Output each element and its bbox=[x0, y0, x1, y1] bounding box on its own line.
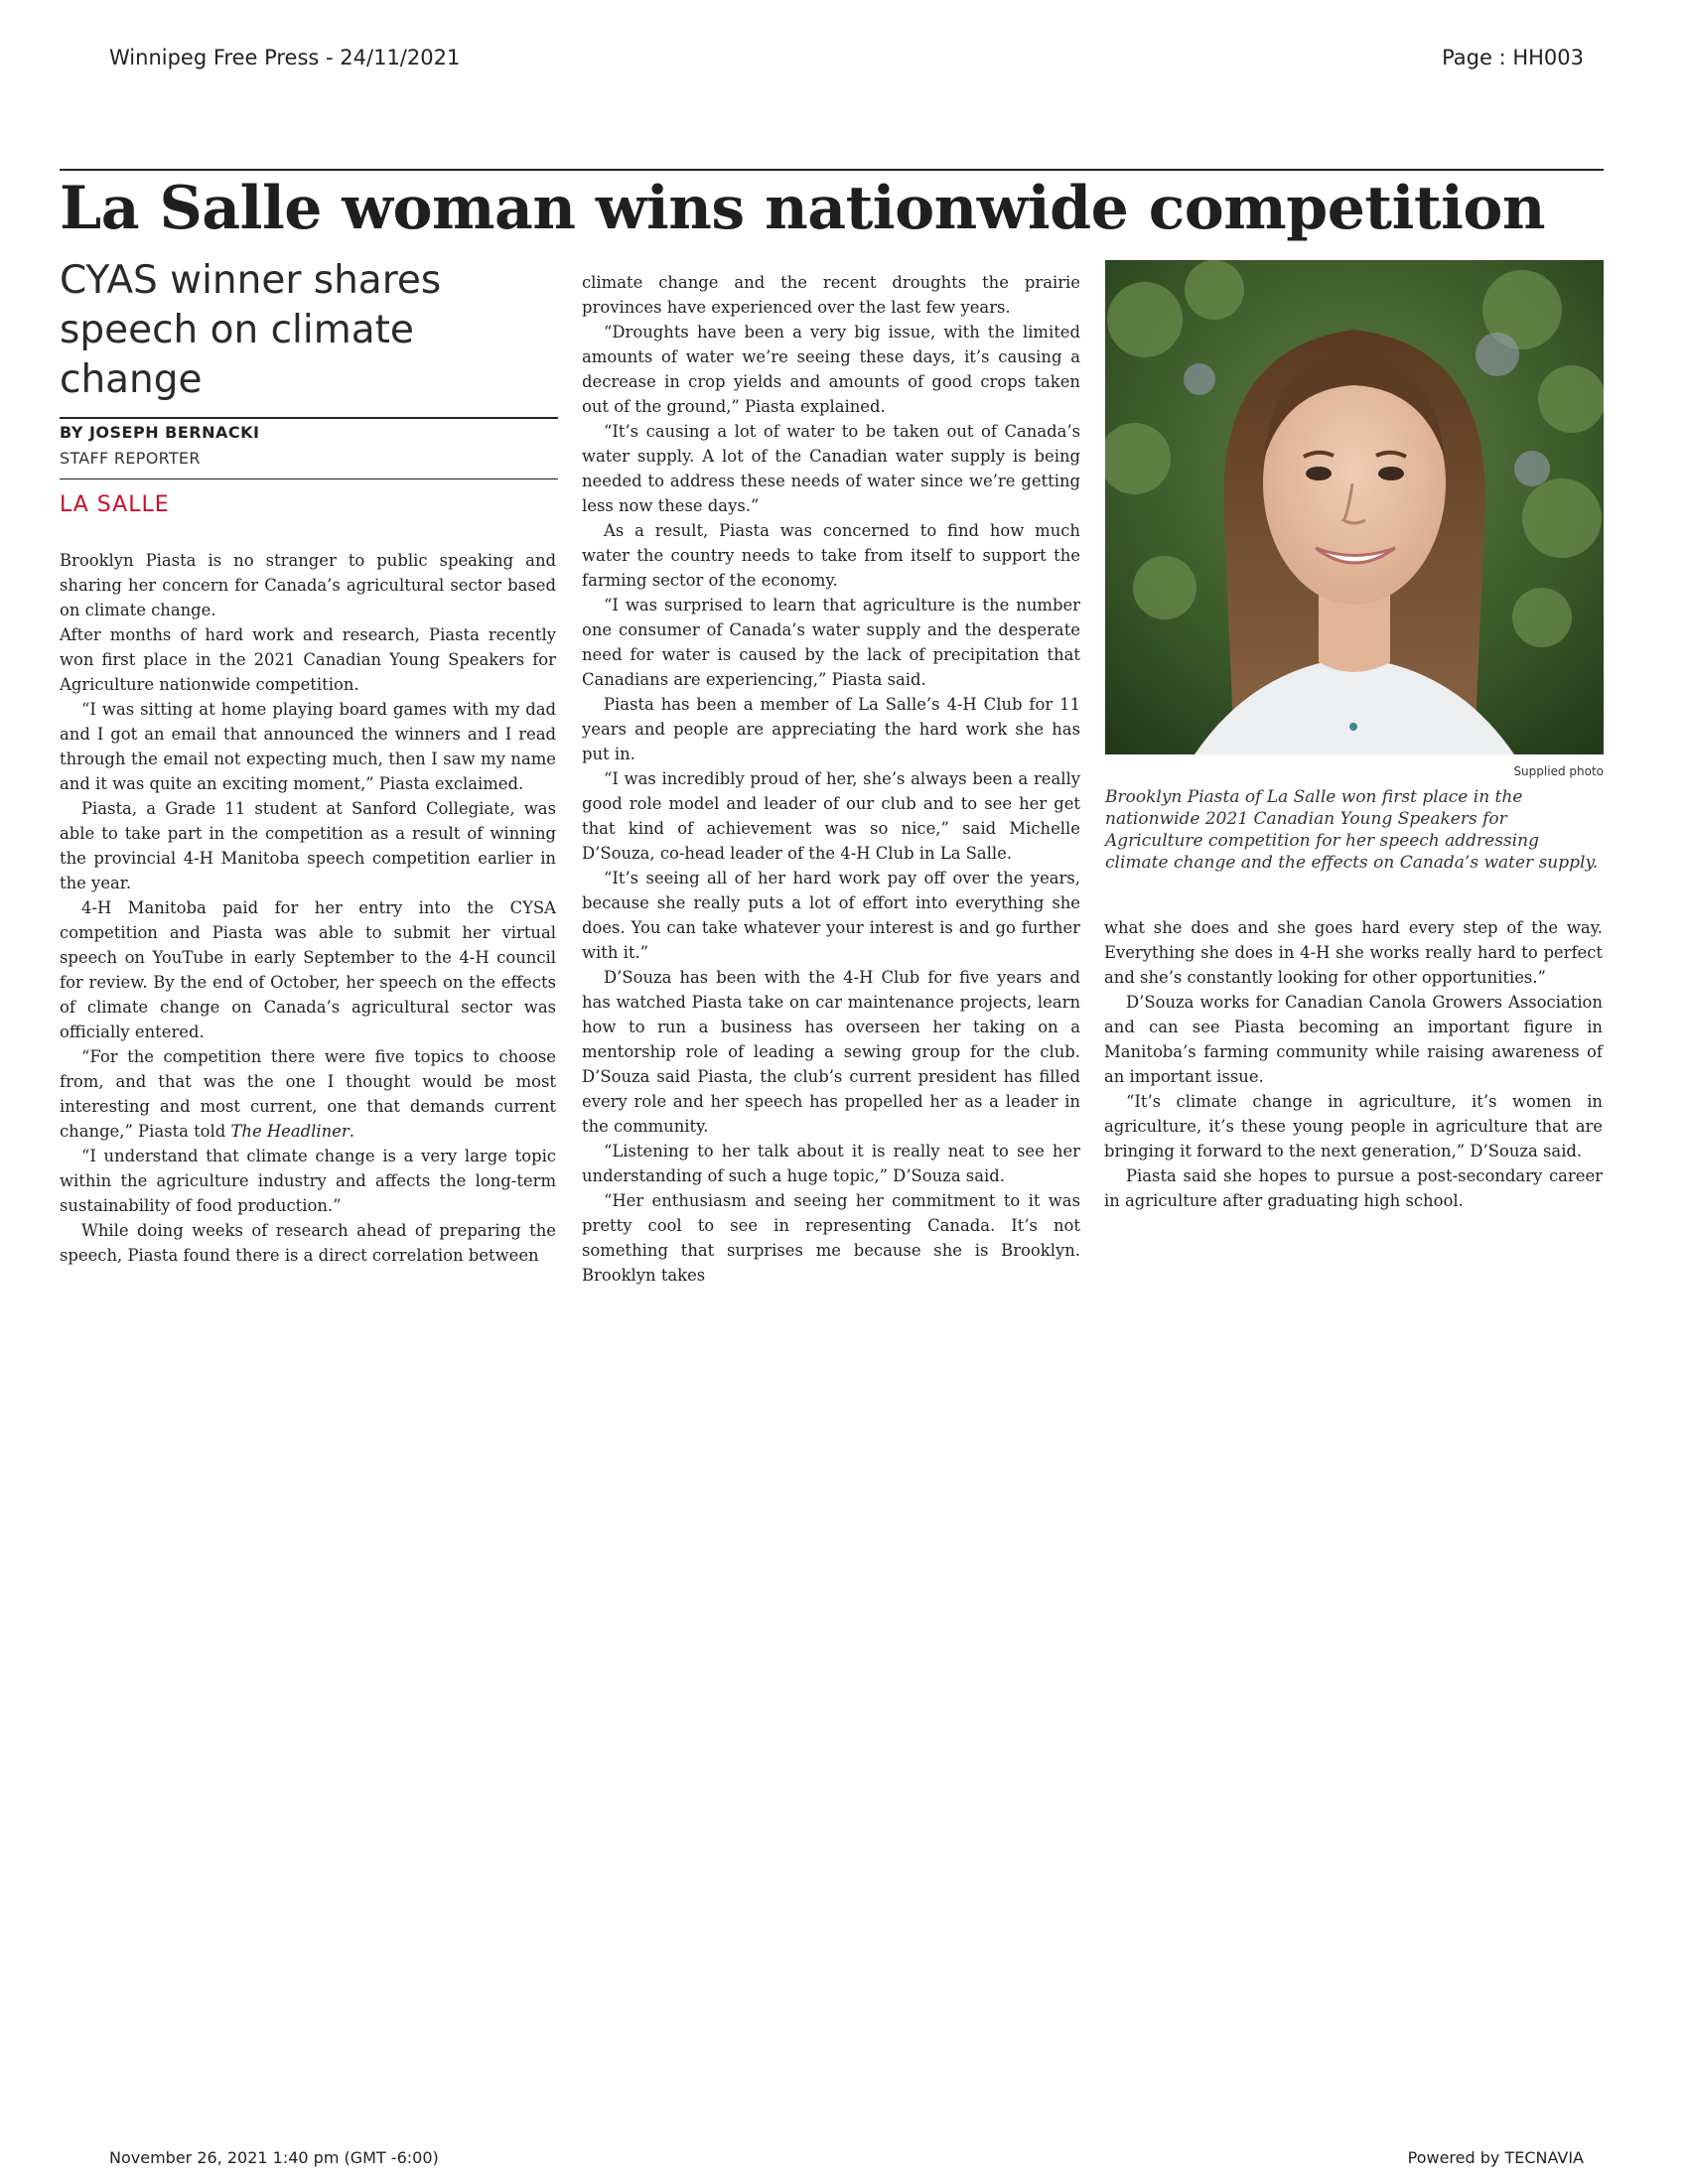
dateline: LA SALLE bbox=[60, 492, 170, 517]
paragraph: “It’s seeing all of her hard work pay off over the years, because she really puts a lot of effort into everything she does. You can take whatever your interest is and go further with it.” bbox=[582, 869, 1080, 962]
page-number: Page : HH003 bbox=[1442, 46, 1584, 69]
paragraph: “I was incredibly proud of her, she’s always been a really good role model and leader of our club and to see her get that kind of achievement was so nice,” said Michelle D’Souza, co-head leader of the 4-H Club in La Salle. bbox=[582, 769, 1080, 863]
paragraph: “It’s causing a lot of water to be taken out of Canada’s water supply. A lot of the Canadian water supply is being needed to address these needs of water since we’re getting less now these days.” bbox=[582, 422, 1080, 515]
byline: BY JOSEPH BERNACKI bbox=[60, 423, 260, 442]
paragraph: Piasta, a Grade 11 student at Sanford Collegiate, was able to take part in the competition as a result of winning the provincial 4-H Manitoba speech competition earlier in the year. bbox=[60, 799, 556, 892]
publication-info: Winnipeg Free Press - 24/11/2021 bbox=[109, 46, 461, 69]
paragraph: what she does and she goes hard every step of the way. Everything she does in 4-H she works really hard to perfect and she’s constantly looking for other opportunities.” bbox=[1104, 918, 1603, 987]
article-column-1 bbox=[60, 548, 556, 1268]
article-column-3 bbox=[1104, 915, 1603, 1213]
paragraph: After months of hard work and research, Piasta recently won first place in the 2021 Canadian Young Speakers for Agriculture nationwide competition. bbox=[60, 625, 556, 694]
paragraph: While doing weeks of research ahead of preparing the speech, Piasta found there is a direct correlation between bbox=[60, 1221, 556, 1265]
paragraph-text: . bbox=[349, 1122, 354, 1141]
powered-by: Powered by TECNAVIA bbox=[1407, 2148, 1584, 2167]
article-subhead: CYAS winner shares speech on climate change bbox=[60, 258, 442, 402]
paragraph-text: “For the competition there were five topics to choose from, and that was the one I thought would be most interesting and most current, one that demands current change,” Piasta told bbox=[60, 1047, 556, 1141]
author-role: STAFF REPORTER bbox=[60, 449, 201, 468]
byline-rule bbox=[60, 417, 558, 419]
paragraph bbox=[60, 1044, 556, 1144]
role-rule bbox=[60, 478, 558, 479]
paragraph: climate change and the recent droughts the prairie provinces have experienced over the last few years. bbox=[582, 273, 1080, 317]
article-column-2 bbox=[582, 270, 1080, 1288]
photo-caption: Brooklyn Piasta of La Salle won first place in the nationwide 2021 Canadian Young Speakers for Agriculture competition for her speech addressing climate change and the effects on Canada’s water supply. bbox=[1105, 787, 1599, 873]
portrait-photo bbox=[1105, 260, 1604, 754]
paragraph: “I was sitting at home playing board games with my dad and I got an email that announced the winners and I read through the email not expecting much, then I saw my name and it was quite an exciting moment,” Piasta exclaimed. bbox=[60, 700, 556, 793]
paragraph: “Her enthusiasm and seeing her commitment to it was pretty cool to see in representing Canada. It’s not something that surprises me because she is Brooklyn. Brooklyn takes bbox=[582, 1191, 1080, 1285]
photo-credit: Supplied photo bbox=[1513, 764, 1604, 778]
paragraph: “I understand that climate change is a very large topic within the agriculture industry and affects the long-term sustainability of food production.” bbox=[60, 1147, 556, 1215]
paragraph: Piasta said she hopes to pursue a post-secondary career in agriculture after graduating high school. bbox=[1104, 1166, 1603, 1210]
paragraph: “I was surprised to learn that agriculture is the number one consumer of Canada’s water supply and the desperate need for water is caused by the lack of precipitation that Canadians are experiencing,” Piasta said. bbox=[582, 596, 1080, 689]
article-headline: La Salle woman wins nationwide competition bbox=[60, 174, 1546, 243]
paragraph: D’Souza has been with the 4-H Club for five years and has watched Piasta take on car maintenance projects, learn how to run a business has overseen her taking on a mentorship role of leading a sewing group for the club. D’Souza said Piasta, the club’s current president has filled every role and her speech has propelled her as a leader in the community. bbox=[582, 968, 1080, 1136]
paragraph: “Droughts have been a very big issue, with the limited amounts of water we’re seeing these days, it’s causing a decrease in crop yields and amounts of good crops taken out of the ground,” Piasta explained. bbox=[582, 323, 1080, 416]
page-header bbox=[109, 46, 1584, 77]
publication-name: The Headliner bbox=[230, 1122, 350, 1141]
portrait-illustration bbox=[1105, 260, 1604, 754]
page-footer bbox=[109, 2148, 1584, 2182]
paragraph: D’Souza works for Canadian Canola Growers Association and can see Piasta becoming an important figure in Manitoba’s farming community while raising awareness of an important issue. bbox=[1104, 993, 1603, 1086]
paragraph: As a result, Piasta was concerned to find how much water the country needs to take from itself to support the farming sector of the economy. bbox=[582, 521, 1080, 590]
paragraph: Piasta has been a member of La Salle’s 4-H Club for 11 years and people are appreciating the hard work she has put in. bbox=[582, 695, 1080, 763]
paragraph: “Listening to her talk about it is really neat to see her understanding of such a huge topic,” D’Souza said. bbox=[582, 1142, 1080, 1185]
paragraph: 4-H Manitoba paid for her entry into the CYSA competition and Piasta was able to submit her virtual speech on YouTube in early September to the 4-H council for review. By the end of October, her speech on the effects of climate change on Canada’s agricultural sector was officially entered. bbox=[60, 898, 556, 1041]
paragraph: “It’s climate change in agriculture, it’s women in agriculture, it’s these young people in agriculture that are bringing it forward to the next generation,” D’Souza said. bbox=[1104, 1092, 1603, 1160]
print-timestamp: November 26, 2021 1:40 pm (GMT -6:00) bbox=[109, 2148, 439, 2167]
paragraph: Brooklyn Piasta is no stranger to public speaking and sharing her concern for Canada’s agricultural sector based on climate change. bbox=[60, 551, 556, 619]
